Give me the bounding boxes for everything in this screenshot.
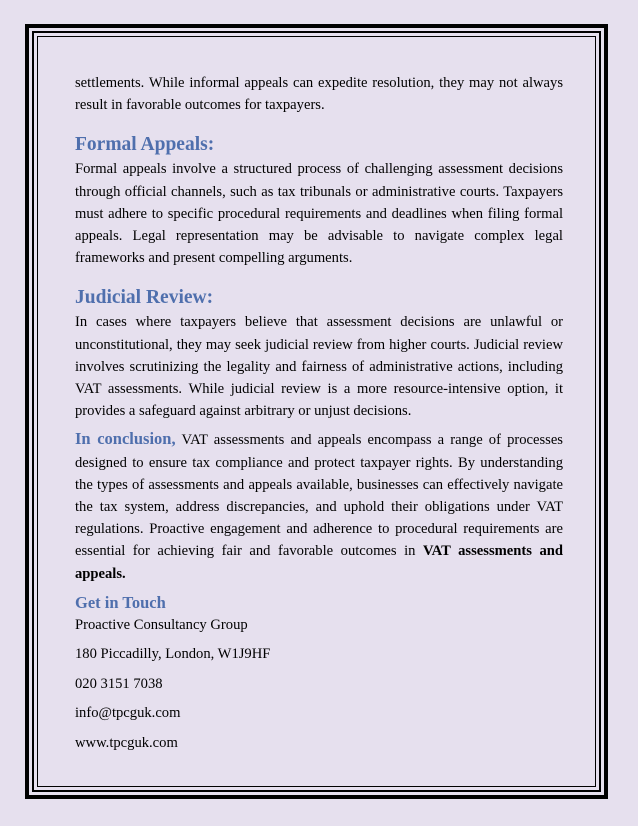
contact-company: Proactive Consultancy Group <box>75 616 248 633</box>
contact-phone[interactable]: 020 3151 7038 <box>75 675 163 692</box>
conclusion-body: VAT assessments and appeals encompass a range of processes designed to ensure tax compliance and protect taxpayer rights. By understanding the types of assessments and appeals available, businesses can effectively navigate the tax system, address discrepancies, and uphold their obligations under VAT regulations. Proactive engagement and adherence to procedural requirements are essential for achieving fair and favorable outcomes in <box>75 432 563 560</box>
conclusion-lead: In conclusion, <box>75 429 176 449</box>
formal-appeals-heading: Formal Appeals: <box>75 134 215 156</box>
conclusion-paragraph <box>75 428 563 584</box>
judicial-review-paragraph: In cases where taxpayers believe that assessment decisions are unlawful or unconstitutional, they may seek judicial review from higher courts. Judicial review involves scrutinizing the legality and fairness of administrative actions, including VAT assessments. While judicial review is a more resource-intensive option, it provides a safeguard against arbitrary or unjust decisions. <box>75 314 563 420</box>
document-content <box>75 72 563 761</box>
formal-appeals-paragraph: Formal appeals involve a structured process of challenging assessment decisions through official channels, such as tax tribunals or administrative courts. Taxpayers must adhere to specific procedural requirements and deadlines when filing formal appeals. Legal representation may be advisable to navigate complex legal frameworks and present compelling arguments. <box>75 161 563 267</box>
contact-email-link[interactable]: info@tpcguk.com <box>75 705 181 722</box>
conclusion-bold-tail: VAT assessments and appeals. <box>75 543 563 582</box>
intro-paragraph: settlements. While informal appeals can expedite resolution, they may not always result in favorable outcomes for taxpayers. <box>75 75 563 114</box>
get-in-touch-heading: Get in Touch <box>75 592 166 612</box>
contact-website-link[interactable]: www.tpcguk.com <box>75 734 178 751</box>
judicial-review-heading: Judicial Review: <box>75 287 214 309</box>
contact-address: 180 Piccadilly, London, W1J9HF <box>75 646 271 663</box>
